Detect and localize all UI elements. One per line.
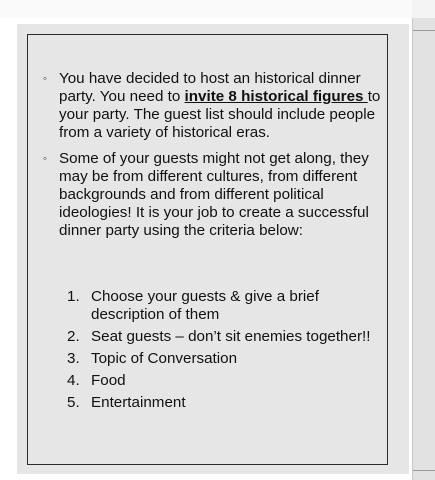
bullet-text-lead: You have decided to host an historical dinner party. You need to [59, 70, 361, 105]
criteria-item-entertainment [67, 394, 387, 412]
bullet-circle-icon: ◦ [43, 73, 47, 85]
bullet-list [43, 70, 381, 248]
criteria-text: Seat guests – don’t sit enemies together!! [91, 328, 371, 345]
bullet-text-trail: to your party. The guest list should include people from a variety of historical eras. [59, 88, 381, 141]
right-scroll-strip[interactable] [412, 18, 435, 480]
top-toolbar-strip [0, 0, 435, 18]
bullet-circle-icon: ◦ [43, 153, 47, 165]
criteria-number: 5. [67, 394, 80, 411]
criteria-item-food [67, 372, 387, 390]
criteria-text: Food [91, 372, 126, 389]
criteria-list [67, 288, 387, 416]
bullet-emphasis-text: invite 8 historical figures [184, 88, 368, 105]
criteria-number: 4. [67, 372, 80, 389]
bullet-item-guests [43, 150, 381, 240]
bullet-text: Some of your guests might not get along, they may be from different cultures, from different backgrounds and from different political ideologies! It is your job to create a successful dinner party using the criteria below: [59, 150, 369, 239]
criteria-number: 3. [67, 350, 80, 367]
criteria-text: Entertainment [91, 394, 186, 411]
criteria-number: 1. [67, 288, 80, 305]
criteria-text: Choose your guests & give a brief description of them [91, 288, 319, 323]
criteria-item-topic [67, 350, 387, 368]
criteria-text: Topic of Conversation [91, 350, 238, 367]
slide-content-area [17, 24, 409, 474]
criteria-number: 2. [67, 328, 80, 345]
bullet-item-invite [43, 70, 381, 142]
criteria-item-seating [67, 328, 387, 346]
criteria-item-guests [67, 288, 387, 324]
